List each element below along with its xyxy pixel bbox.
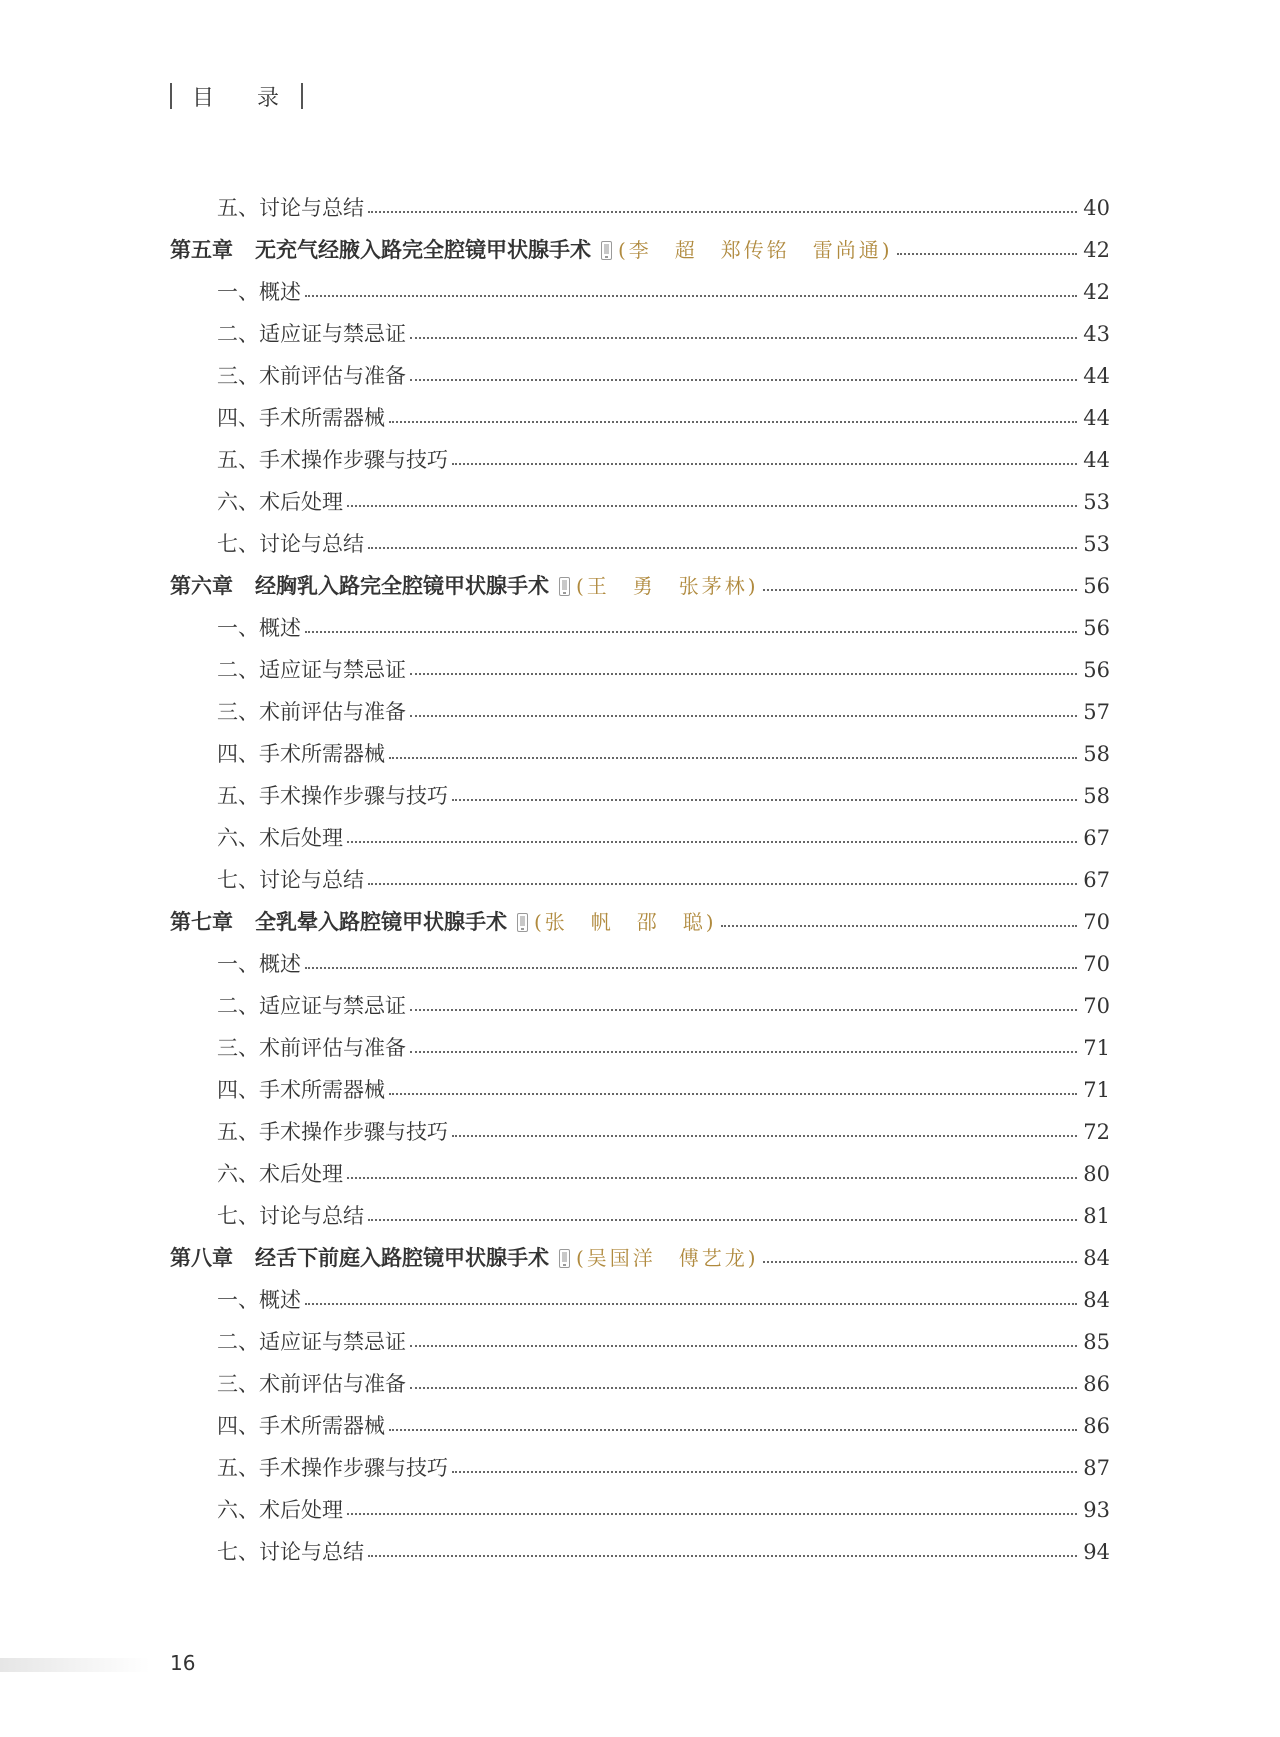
dot-leader [389,1429,1077,1431]
chapter-number: 第七章 [170,910,233,934]
toc-page-number: 42 [1083,238,1110,262]
dot-leader [721,925,1078,927]
section-title: 六、术后处理 [217,1498,343,1522]
toc-page-number: 84 [1083,1246,1110,1270]
dot-leader [305,295,1077,297]
toc-page-number: 80 [1083,1162,1110,1186]
toc-section-row[interactable] [170,1321,1110,1363]
toc-section-row[interactable] [170,607,1110,649]
chapter-title: 全乳晕入路腔镜甲状腺手术 [255,910,507,934]
toc-page-number: 70 [1083,910,1110,934]
dot-leader [763,1261,1078,1263]
toc-page-number: 84 [1083,1288,1110,1312]
dot-leader [410,379,1077,381]
dot-leader [347,1177,1077,1179]
toc-section-row[interactable] [170,1405,1110,1447]
chapter-authors: (张 帆 邵 聪) [534,910,717,934]
mobile-phone-icon [559,577,570,596]
toc-page-number: 93 [1083,1498,1110,1522]
dot-leader [763,589,1078,591]
dot-leader [389,757,1077,759]
toc-section-row[interactable] [170,733,1110,775]
toc-page-number: 81 [1083,1204,1110,1228]
toc-section-row[interactable] [170,649,1110,691]
dot-leader [452,1471,1077,1473]
section-title: 七、讨论与总结 [217,1204,364,1228]
dot-leader [389,421,1077,423]
section-title: 三、术前评估与准备 [217,700,406,724]
toc-chapter-row[interactable] [170,1237,1110,1279]
toc-section-row[interactable] [170,187,1110,229]
section-title: 二、适应证与禁忌证 [217,994,406,1018]
toc-section-row[interactable] [170,1531,1110,1573]
chapter-authors: (王 勇 张茅林) [576,574,759,598]
toc-page-number: 71 [1083,1078,1110,1102]
section-title: 六、术后处理 [217,490,343,514]
toc-page-number: 56 [1083,574,1110,598]
chapter-title: 经胸乳入路完全腔镜甲状腺手术 [255,574,549,598]
toc-chapter-row[interactable] [170,229,1110,271]
dot-leader [347,841,1077,843]
dot-leader [410,1345,1077,1347]
toc-page-number: 44 [1083,448,1110,472]
toc-page-number: 44 [1083,406,1110,430]
toc-page-number: 58 [1083,784,1110,808]
toc-section-row[interactable] [170,1111,1110,1153]
section-title: 三、术前评估与准备 [217,1036,406,1060]
toc-page-number: 86 [1083,1414,1110,1438]
toc-section-row[interactable] [170,397,1110,439]
toc-page-number: 40 [1083,196,1110,220]
toc-page-number: 43 [1083,322,1110,346]
dot-leader [452,1135,1077,1137]
chapter-authors: (吴国洋 傅艺龙) [576,1246,759,1270]
section-title: 七、讨论与总结 [217,532,364,556]
dot-leader [368,1555,1077,1557]
dot-leader [452,799,1077,801]
dot-leader [410,1051,1077,1053]
toc-page-number: 56 [1083,658,1110,682]
section-title: 七、讨论与总结 [217,868,364,892]
toc-page-number: 86 [1083,1372,1110,1396]
running-header [170,82,303,110]
dot-leader [368,547,1077,549]
dot-leader [897,253,1078,255]
toc-section-row[interactable] [170,943,1110,985]
section-title: 五、手术操作步骤与技巧 [217,448,448,472]
dot-leader [410,673,1077,675]
toc-page-number: 53 [1083,490,1110,514]
toc-page-number: 72 [1083,1120,1110,1144]
toc-page-number: 53 [1083,532,1110,556]
toc-page-number: 70 [1083,994,1110,1018]
dot-leader [368,883,1077,885]
section-title: 四、手术所需器械 [217,1078,385,1102]
mobile-phone-icon [559,1249,570,1268]
section-title: 五、手术操作步骤与技巧 [217,1456,448,1480]
toc-section-row[interactable] [170,1279,1110,1321]
toc-page-number: 56 [1083,616,1110,640]
toc-section-row[interactable] [170,1069,1110,1111]
toc-section-row[interactable] [170,1489,1110,1531]
chapter-authors: (李 超 郑传铭 雷尚通) [618,238,893,262]
toc-page-number: 42 [1083,280,1110,304]
toc-page-number: 70 [1083,952,1110,976]
toc-section-row[interactable] [170,985,1110,1027]
header-title: 目 录 [192,85,297,111]
section-title: 一、概述 [217,1288,301,1312]
section-title: 四、手术所需器械 [217,406,385,430]
section-title: 四、手术所需器械 [217,1414,385,1438]
toc-page-number: 58 [1083,742,1110,766]
toc-page-number: 44 [1083,364,1110,388]
dot-leader [452,463,1077,465]
chapter-title: 无充气经腋入路完全腔镜甲状腺手术 [255,238,591,262]
toc-section-row[interactable] [170,691,1110,733]
mobile-phone-icon [601,241,612,260]
toc-section-row[interactable] [170,439,1110,481]
toc-section-row[interactable] [170,859,1110,901]
toc-page-number: 94 [1083,1540,1110,1564]
section-title: 五、手术操作步骤与技巧 [217,1120,448,1144]
dot-leader [368,211,1077,213]
mobile-phone-icon [517,913,528,932]
chapter-number: 第八章 [170,1246,233,1270]
section-title: 五、讨论与总结 [217,196,364,220]
toc-page-number: 57 [1083,700,1110,724]
section-title: 一、概述 [217,616,301,640]
toc-section-row[interactable] [170,523,1110,565]
toc-section-row[interactable] [170,1447,1110,1489]
section-title: 六、术后处理 [217,826,343,850]
toc-section-row[interactable] [170,1363,1110,1405]
toc-section-row[interactable] [170,1195,1110,1237]
dot-leader [410,1009,1077,1011]
section-title: 三、术前评估与准备 [217,364,406,388]
toc-section-row[interactable] [170,1153,1110,1195]
toc-page-number: 71 [1083,1036,1110,1060]
section-title: 四、手术所需器械 [217,742,385,766]
section-title: 五、手术操作步骤与技巧 [217,784,448,808]
page-number: 16 [170,1651,196,1675]
toc-page-number: 85 [1083,1330,1110,1354]
chapter-title: 经舌下前庭入路腔镜甲状腺手术 [255,1246,549,1270]
dot-leader [347,505,1077,507]
dot-leader [347,1513,1077,1515]
section-title: 六、术后处理 [217,1162,343,1186]
toc-section-row[interactable] [170,817,1110,859]
section-title: 二、适应证与禁忌证 [217,658,406,682]
dot-leader [389,1093,1077,1095]
dot-leader [305,631,1077,633]
dot-leader [305,967,1077,969]
toc-section-row[interactable] [170,355,1110,397]
section-title: 七、讨论与总结 [217,1540,364,1564]
section-title: 一、概述 [217,280,301,304]
section-title: 一、概述 [217,952,301,976]
table-of-contents [170,187,1110,1573]
toc-page-number: 67 [1083,826,1110,850]
toc-section-row[interactable] [170,481,1110,523]
dot-leader [305,1303,1077,1305]
section-title: 二、适应证与禁忌证 [217,1330,406,1354]
section-title: 二、适应证与禁忌证 [217,322,406,346]
chapter-number: 第五章 [170,238,233,262]
toc-chapter-row[interactable] [170,565,1110,607]
dot-leader [368,1219,1077,1221]
toc-page-number: 87 [1083,1456,1110,1480]
header-right-bar [301,83,303,109]
toc-section-row[interactable] [170,775,1110,817]
dot-leader [410,1387,1077,1389]
dot-leader [410,337,1077,339]
footer-decoration-bar [0,1658,150,1672]
dot-leader [410,715,1077,717]
toc-chapter-row[interactable] [170,901,1110,943]
toc-section-row[interactable] [170,313,1110,355]
toc-section-row[interactable] [170,1027,1110,1069]
section-title: 三、术前评估与准备 [217,1372,406,1396]
toc-section-row[interactable] [170,271,1110,313]
toc-page-number: 67 [1083,868,1110,892]
chapter-number: 第六章 [170,574,233,598]
header-left-bar [170,83,172,109]
